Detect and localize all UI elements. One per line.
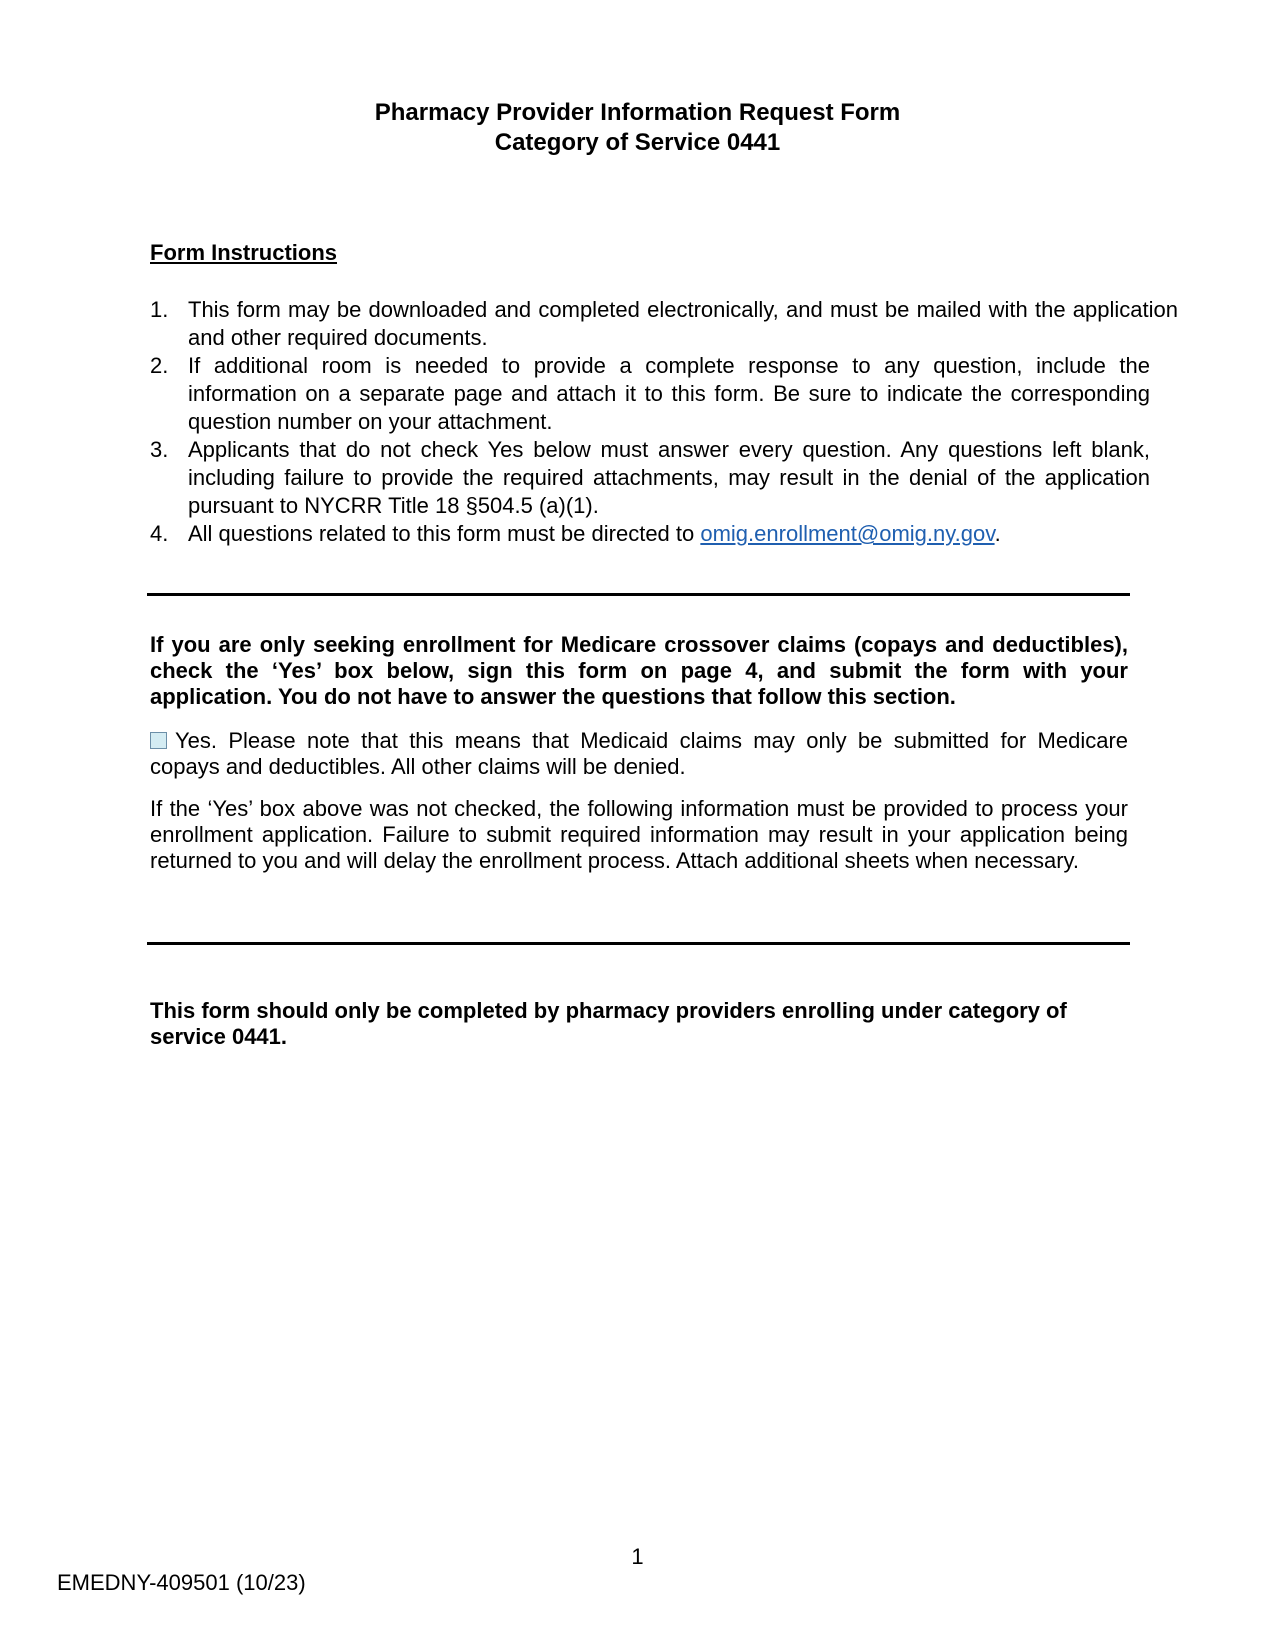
instruction-item: [150, 352, 1150, 436]
instruction-text: All questions related to this form must be directed to: [188, 521, 701, 546]
instruction-text: Applicants that do not check Yes below must answer every question. Any questions left blank, including failure to provide the required attachments, may result in the denial of the application pursuant to NYCRR Title 18 §504.5 (a)(1).: [188, 437, 1150, 518]
followup-paragraph: If the ‘Yes’ box above was not checked, the following information must be provided to process your enrollment application. Failure to submit required information may result in your application being returned to you and will delay the enrollment process. Attach additional sheets when necessary.: [150, 796, 1128, 873]
instruction-number: 2.: [150, 353, 169, 378]
instruction-item: [150, 520, 1150, 548]
scope-notice: This form should only be completed by pharmacy providers enrolling under category of service 0441.: [150, 998, 1067, 1049]
section-divider: [147, 942, 1130, 945]
instructions-heading: Form Instructions: [150, 240, 338, 265]
yes-option-label: Yes. Please note that this means that Medicaid claims may only be submitted for Medicare copays and deductibles. All other claims will be denied.: [150, 728, 1128, 779]
yes-option: [150, 728, 1128, 780]
instruction-number: 1.: [150, 297, 169, 322]
yes-checkbox-icon[interactable]: [150, 732, 167, 749]
form-title: Pharmacy Provider Information Request Form: [374, 99, 901, 126]
page-number: 1: [631, 1544, 644, 1569]
section-divider: [147, 593, 1130, 596]
instruction-item: [150, 296, 1178, 352]
instruction-number: 4.: [150, 521, 169, 546]
instruction-text: This form may be downloaded and completed electronically, and must be mailed with the application and other required documents.: [188, 297, 1178, 350]
instruction-item: [150, 436, 1150, 520]
page-title: [0, 98, 1275, 158]
instruction-text: If additional room is needed to provide a complete response to any question, include the information on a separate page and attach it to this form. Be sure to indicate the corresponding question number on your attachment.: [188, 353, 1150, 434]
email-link[interactable]: omig.enrollment@omig.ny.gov: [700, 521, 995, 546]
instructions-list: [150, 296, 1178, 548]
crossover-notice: If you are only seeking enrollment for Medicare crossover claims (copays and deductibles), check the ‘Yes’ box below, sign this form on page 4, and submit the form with your application. You do not have to answer the questions that follow this section.: [150, 632, 1128, 709]
form-id: EMEDNY-409501 (10/23): [57, 1570, 306, 1595]
instruction-number: 3.: [150, 437, 169, 462]
instruction-text-end: .: [994, 521, 1001, 546]
form-subtitle: Category of Service 0441: [494, 129, 781, 156]
